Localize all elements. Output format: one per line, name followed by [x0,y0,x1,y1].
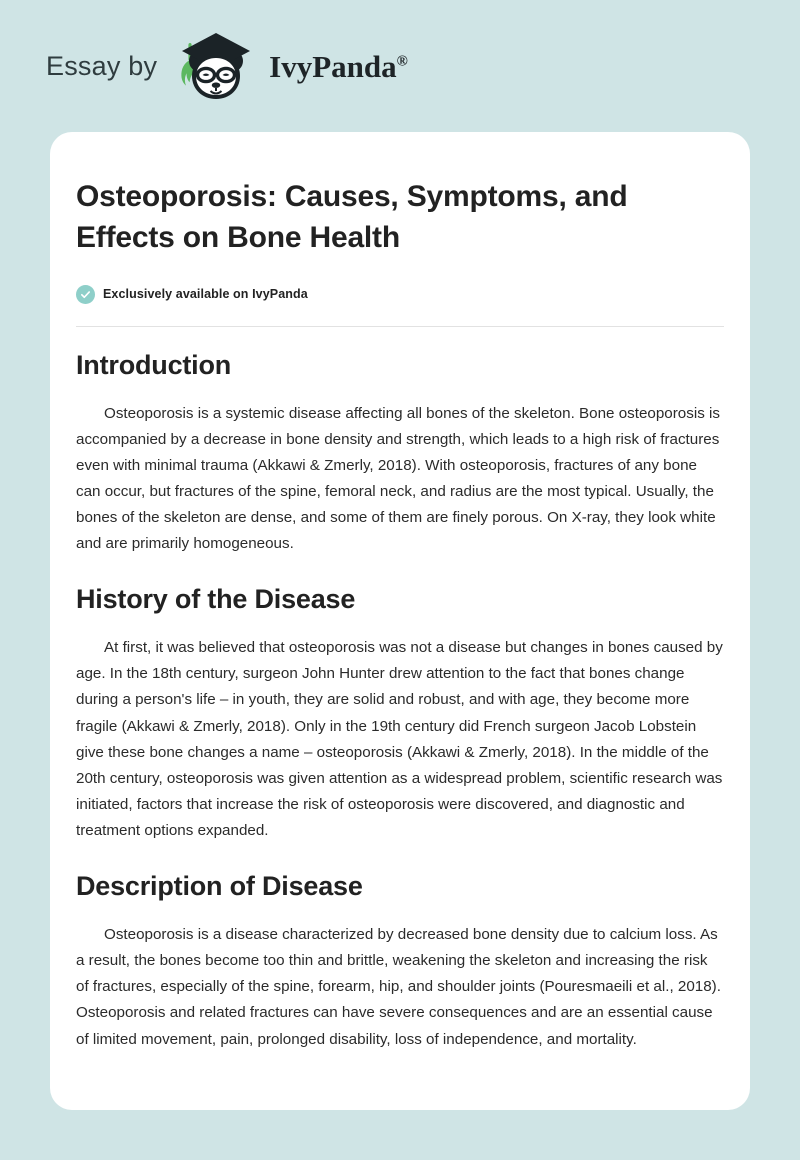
section-history-of-the-disease [76,583,724,844]
section-description-of-disease [76,870,724,1052]
section-paragraph: Osteoporosis is a disease characterized by decreased bone density due to calcium loss. As a result, the bones become too thin and brittle, weakening the skeleton and increasing the risk of fractures, especially of the spine, forearm, hip, and shoulder joints (Pouresmaeili et al., 2018). Osteoporosis and related fractures can have severe consequences and are an essential cause of limited movement, pain, prolonged disability, loss of independence, and mortality. [76,926,721,1048]
ivypanda-logo[interactable] [167,25,263,107]
registered-trademark-symbol: ® [396,53,408,70]
page-title: Osteoporosis: Causes, Symptoms, and Effects on Bone Health [76,180,628,255]
brand-name-text: IvyPanda [269,48,397,84]
section-heading: Introduction [76,349,232,380]
document-card [50,132,750,1110]
section-paragraph: Osteoporosis is a systemic disease affecting all bones of the skeleton. Bone osteoporosis is accompanied by a decrease in bone density and strength, which leads to a high risk of fractures even with minimal trauma (Akkawi & Zmerly, 2018). With osteoporosis, fractures of any bone can occur, but fractures of the spine, femoral neck, and radius are the most typical. Usually, the bones of the skeleton are dense, and some of them are finely porous. On X-ray, they look white and are primarily homogeneous. [76,404,720,553]
panda-graduation-cap-icon [167,25,263,107]
section-introduction [76,349,724,558]
ivypanda-wordmark[interactable] [269,48,408,84]
site-header [0,0,800,132]
section-heading: Description of Disease [76,871,363,902]
badge-label: Exclusively available on IvyPanda [103,287,308,302]
check-circle-icon [76,285,95,304]
section-heading: History of the Disease [76,584,356,615]
section-paragraph: At first, it was believed that osteoporosis was not a disease but changes in bones caused by age. In the 18th century, surgeon John Hunter drew attention to the fact that bones change during a person's life – in youth, they are solid and robust, and with age, they become more fragile (Akkawi & Zmerly, 2018). Only in the 19th century did French surgeon Jacob Lobstein give these bone changes a name – osteoporosis (Akkawi & Zmerly, 2018). In the middle of the 20th century, osteoporosis was given attention as a widespread problem, scientific research was initiated, factors that increase the risk of osteoporosis were discovered, and diagnostic and treatment options expanded. [76,639,723,840]
exclusive-availability-badge [76,285,724,304]
brand-lockup[interactable] [46,25,408,107]
title-divider [76,326,724,327]
essay-by-label: Essay by [46,50,158,81]
